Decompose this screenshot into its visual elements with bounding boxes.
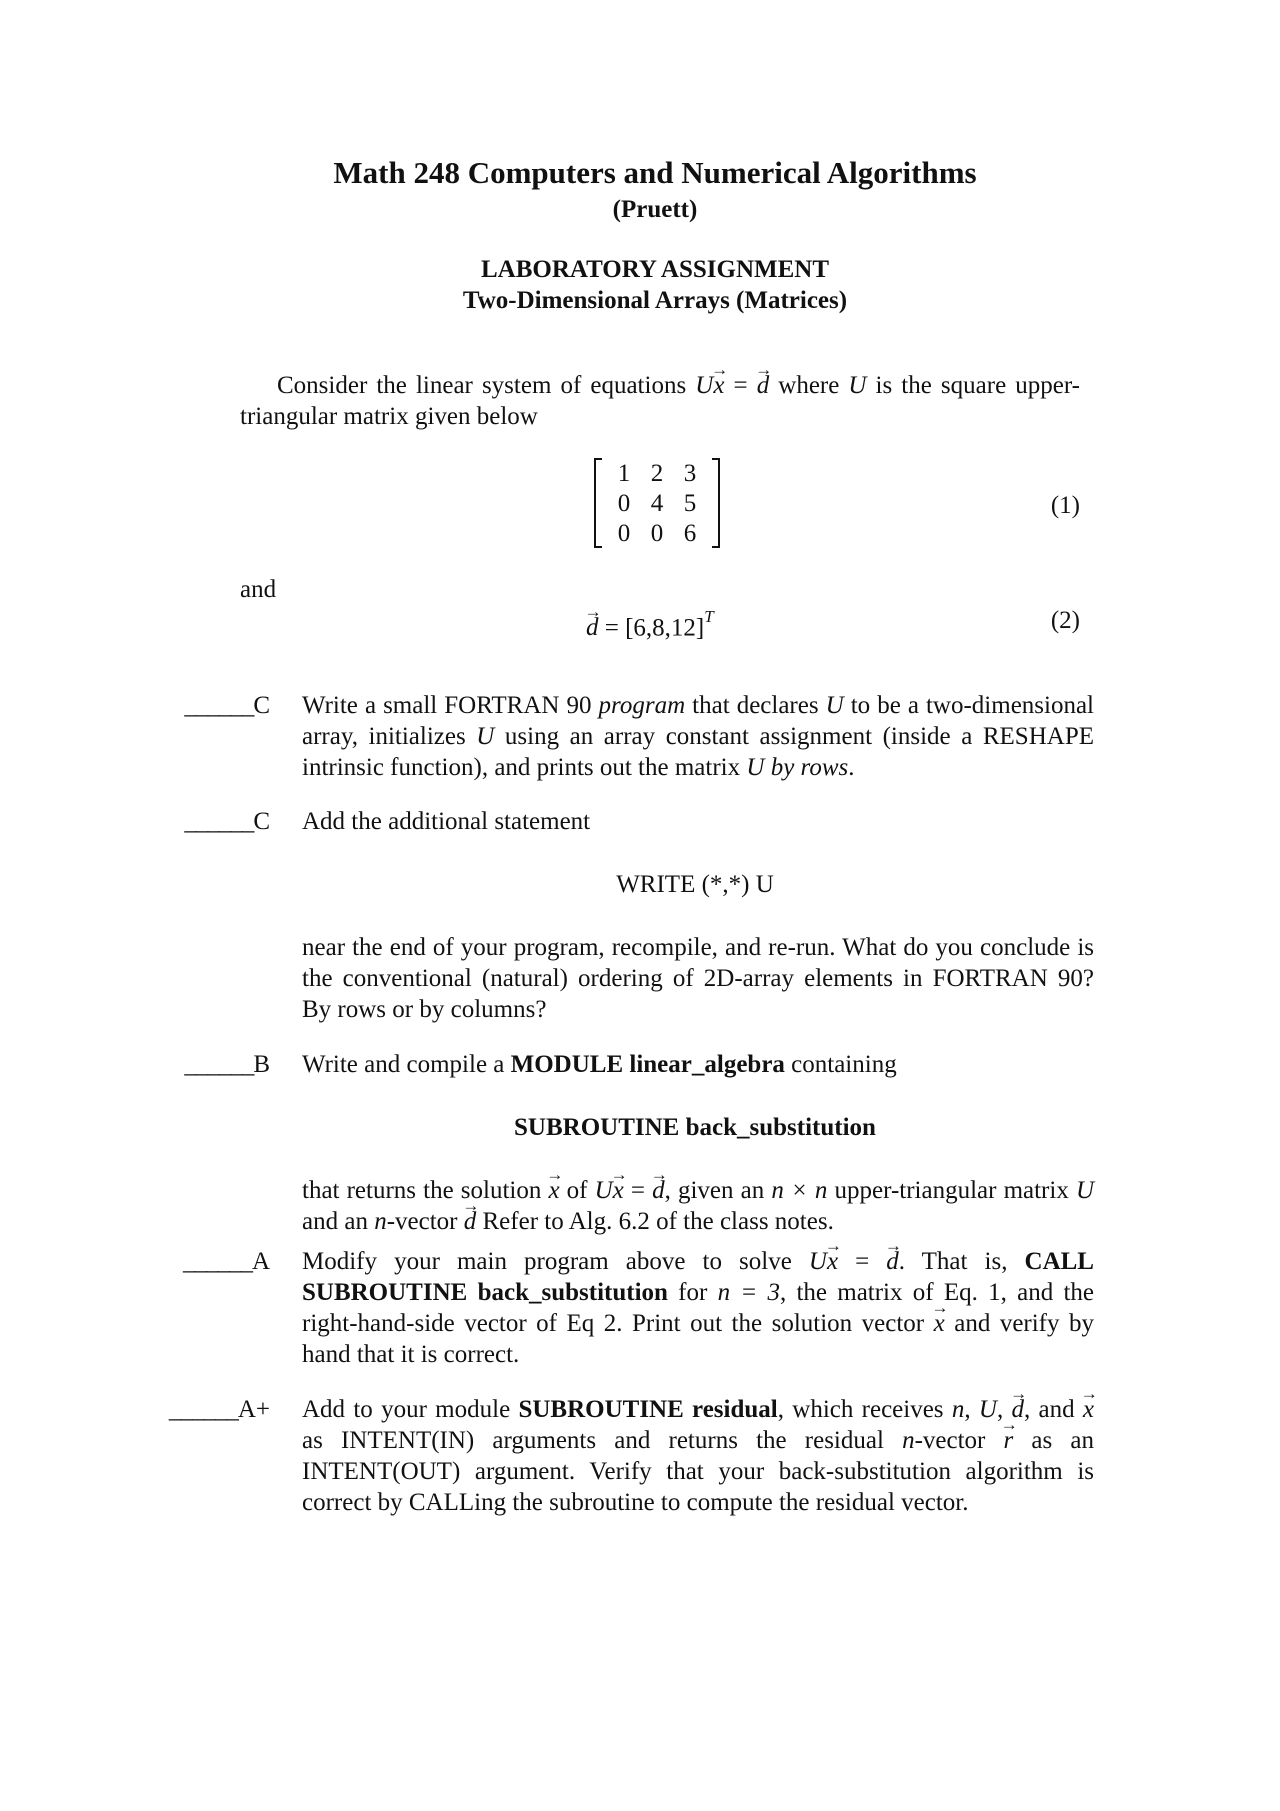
page-title: Math 248 Computers and Numerical Algorithms [333, 155, 977, 190]
task-item-1: Write a small FORTRAN 90 program that declares U to be a two-dimensional array, initializes U using an array constant assignment (inside a RESHAPE intrinsic function), and prints out the matrix U by rows. [302, 692, 1095, 781]
assignment-topic: Two-Dimensional Arrays (Matrices) [462, 287, 848, 314]
matrix-grid [608, 458, 706, 548]
d-vector-equation: d → = $[6,8,12]^T$ [586, 605, 714, 643]
grade-line-a-plus: ______A+ [168, 1396, 270, 1423]
task-item-5: Add to your module SUBROUTINE residual, which receives n, U, d →, and x → as INTENT(IN) arguments and returns the residual n-vector r → as an INTENT(OUT) argument. Verify that your back-substitution algorithm is correct by CALLing the subroutine to compute the residual vector. [302, 1394, 1094, 1518]
matrix-right-bracket [712, 458, 720, 548]
matrix-cell: 0 [650, 520, 664, 547]
task-item-2: Add the additional statement [302, 808, 591, 835]
matrix-cell: 4 [650, 490, 664, 517]
and-text: and [240, 576, 277, 603]
grade-line-b: ______B [184, 1051, 270, 1078]
grade-line-c1: ______C [184, 692, 270, 719]
grade-line-a: ______A [182, 1248, 270, 1275]
assignment-heading: LABORATORY ASSIGNMENT [480, 256, 830, 283]
matrix-cell: 1 [617, 460, 631, 487]
write-statement: WRITE (*,*) U [616, 871, 774, 898]
author: (Pruett) [612, 196, 698, 223]
matrix-u [594, 458, 720, 548]
matrix-cell: 0 [617, 490, 631, 517]
task-item-4: Modify your main program above to solve Ux → = d →. That is, CALL SUBROUTINE back_substitution for n = 3, the matrix of Eq. 1, and the right-hand-side vector of Eq 2. Print out the solution vector x → and verify by hand that it is correct. [302, 1246, 1094, 1370]
equation-number-1: (1) [1050, 492, 1080, 519]
task-item-2-followup: near the end of your program, recompile, and re-run. What do you conclude is the conventional (natural) ordering of 2D-array elements in FORTRAN 90? By rows or by columns? [302, 934, 1094, 1023]
matrix-cell: 0 [617, 520, 631, 547]
equation-number-2: (2) [1050, 607, 1080, 634]
grade-line-c2: ______C [184, 808, 270, 835]
subroutine-back-substitution: SUBROUTINE back_substitution [514, 1114, 876, 1141]
matrix-cell: 6 [683, 520, 697, 547]
task-item-3-followup: that returns the solution x → of Ux → = d →, given an n × n upper-triangular matrix U and an n-vector d → Refer to Alg. 6.2 of the class notes. [302, 1175, 1094, 1237]
matrix-cell: 5 [683, 490, 697, 517]
task-item-3: Write and compile a MODULE linear_algebra containing [302, 1051, 897, 1078]
intro-paragraph: Consider the linear system of equations Ux → = d → where U is the square upper-triangular matrix given below [240, 370, 1080, 432]
matrix-cell: 2 [650, 460, 664, 487]
matrix-left-bracket [594, 458, 602, 548]
matrix-cell: 3 [683, 460, 697, 487]
